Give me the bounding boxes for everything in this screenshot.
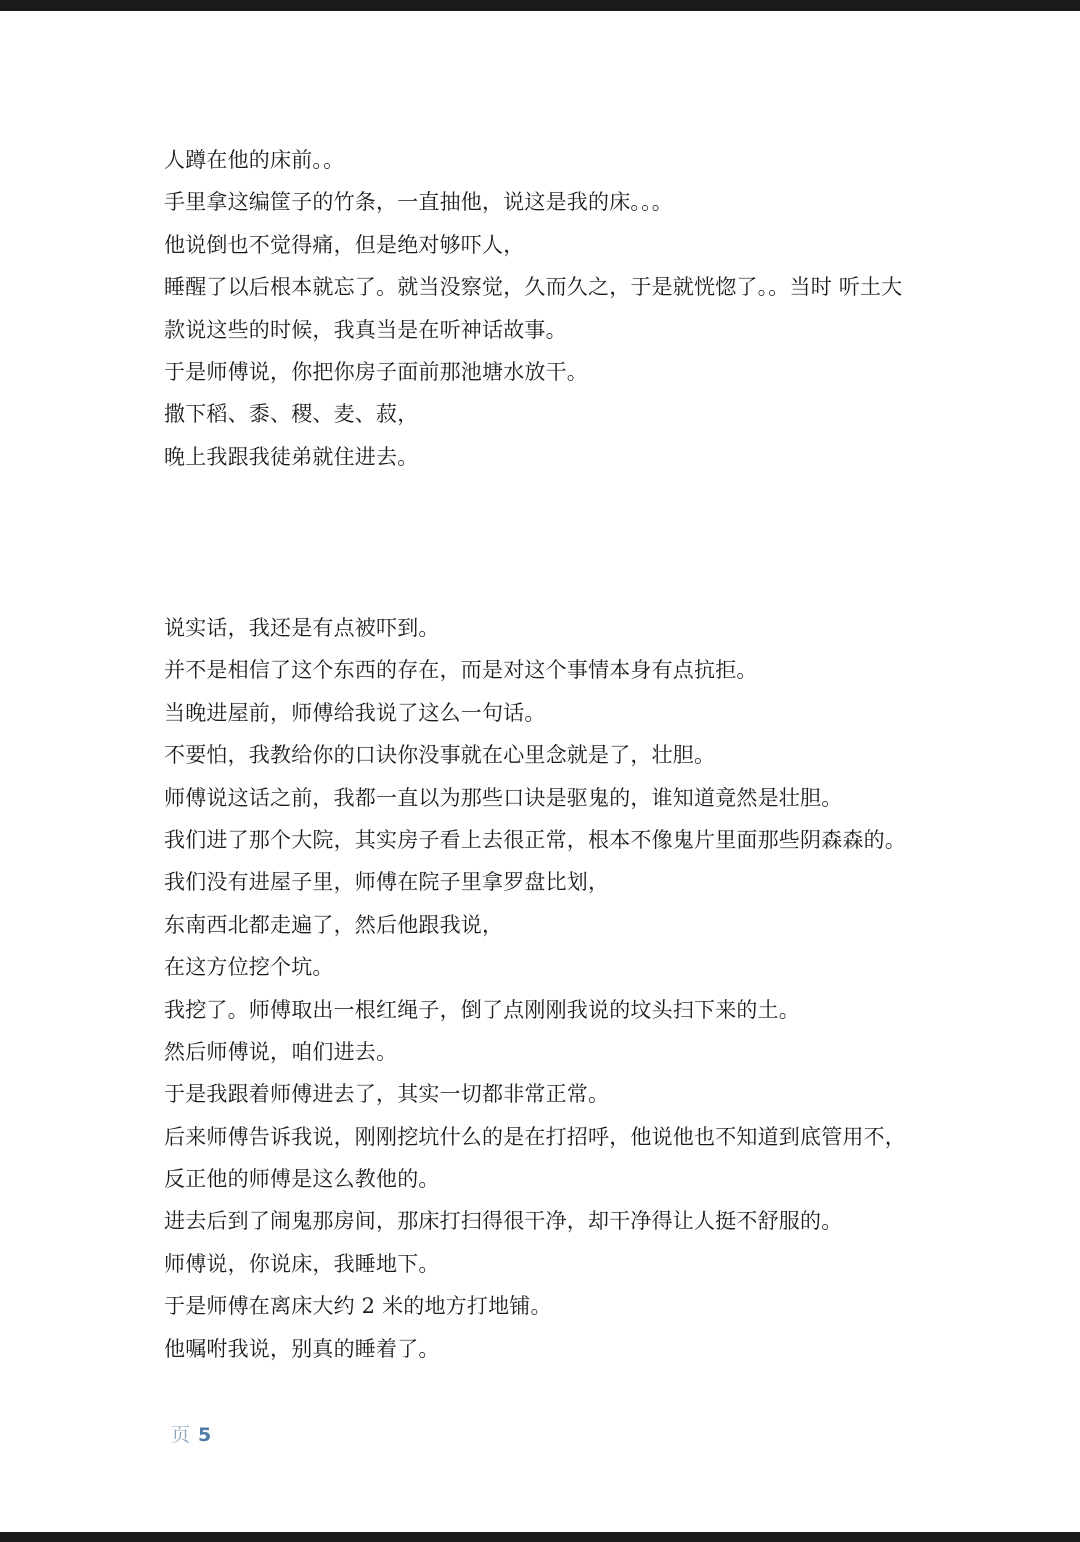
bottom-frame-bar [0, 1532, 1080, 1542]
text-line: 进去后到了闹鬼那房间，那床打扫得很干净，却干净得让人挺不舒服的。 [164, 1209, 843, 1234]
text-line: 款说这些的时候，我真当是在听神话故事。 [164, 317, 567, 342]
text-line: 东南西北都走遍了，然后他跟我说， [164, 912, 504, 937]
text-line: 人蹲在他的床前。。 [164, 148, 345, 172]
text-line: 他嘱咐我说，别真的睡着了。 [164, 1336, 440, 1361]
text-line: 在这方位挖个坑。 [164, 955, 334, 980]
text-line: 我们进了那个大院，其实房子看上去很正常，根本不像鬼片里面那些阴森森的。 [164, 827, 906, 852]
text-line: 反正他的师傅是这么教他的。 [164, 1167, 440, 1192]
text-line: 手里拿这编筐子的竹条，一直抽他，说这是我的床。。。 [164, 190, 673, 215]
text-line: 我挖了。师傅取出一根红绳子，倒了点刚刚我说的坟头扫下来的土。 [164, 997, 800, 1022]
top-frame-bar [0, 0, 1080, 11]
text-line: 于是我跟着师傅进去了，其实一切都非常正常。 [164, 1082, 610, 1107]
paragraph-block-1 [164, 139, 964, 478]
page-label: 页 [171, 1424, 191, 1446]
text-line: 然后师傅说，咱们进去。 [164, 1039, 398, 1064]
text-line: 并不是相信了这个东西的存在，而是对这个事情本身有点抗拒。 [164, 658, 758, 683]
text-line: 睡醒了以后根本就忘了。就当没察觉，久而久之，于是就恍惚了。。当时 听土大 [164, 275, 903, 300]
text-line: 于是师傅说，你把你房子面前那池塘水放干。 [164, 359, 588, 384]
text-line: 我们没有进屋子里，师傅在院子里拿罗盘比划， [164, 870, 610, 895]
text-line: 说实话，我还是有点被吓到。 [164, 616, 440, 640]
text-line: 后来师傅告诉我说，刚刚挖坑什么的是在打招呼，他说他也不知道到底管用不， [164, 1124, 906, 1149]
text-line: 当晚进屋前，师傅给我说了这么一句话。 [164, 700, 546, 725]
text-line: 晚上我跟我徒弟就住进去。 [164, 444, 419, 469]
text-line: 撒下稻、黍、稷、麦、菽， [164, 402, 419, 427]
text-line: 于是师傅在离床大约 2 米的地方打地铺。 [164, 1294, 552, 1319]
page-number: 5 [198, 1424, 212, 1446]
text-line: 不要怕，我教给你的口诀你没事就在心里念就是了，壮胆。 [164, 743, 716, 768]
text-line: 师傅说，你说床，我睡地下。 [164, 1251, 440, 1276]
paragraph-block-2 [164, 607, 964, 1370]
text-line: 他说倒也不觉得痛，但是绝对够吓人， [164, 232, 525, 257]
page-footer [171, 1420, 211, 1450]
text-line: 师傅说这话之前，我都一直以为那些口诀是驱鬼的，谁知道竟然是壮胆。 [164, 785, 843, 810]
